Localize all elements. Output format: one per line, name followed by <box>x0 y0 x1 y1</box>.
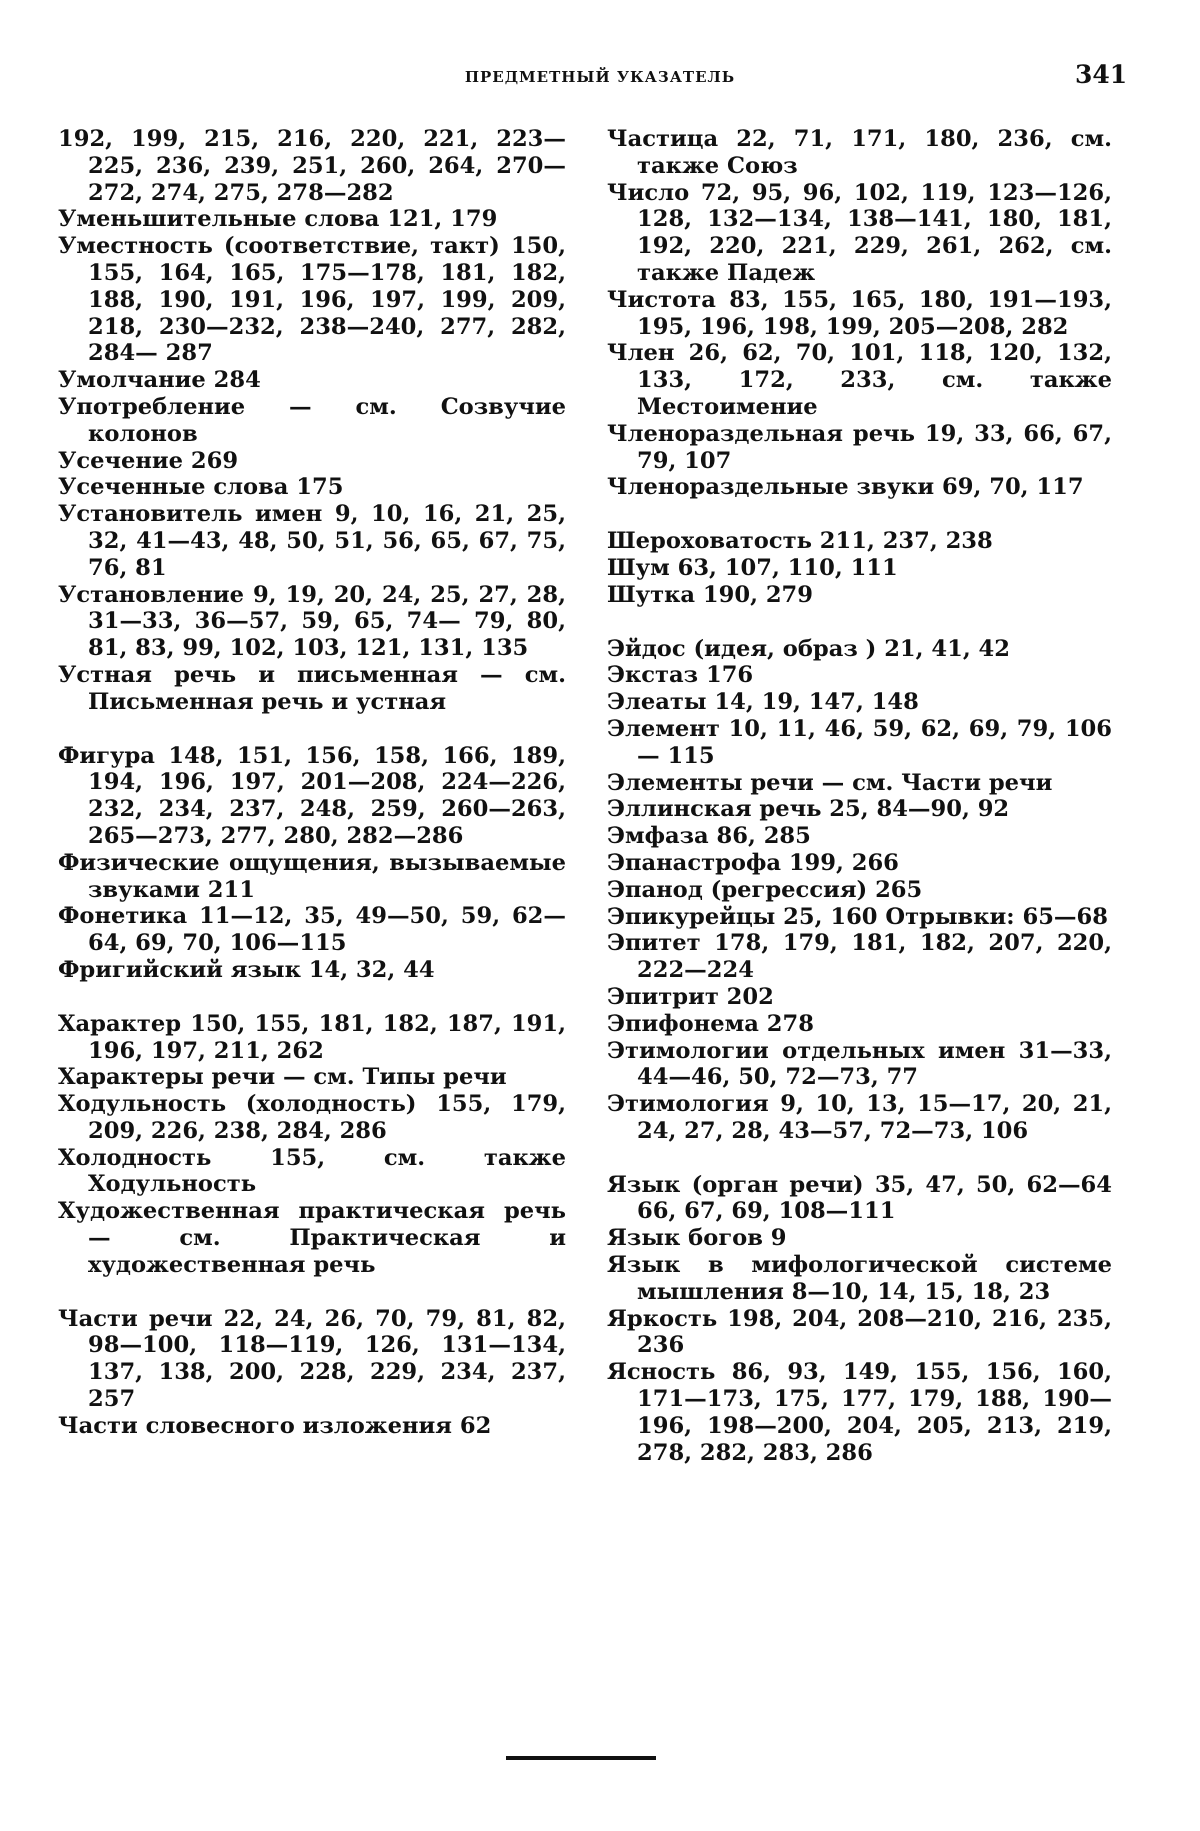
index-entry: Членораздельные звуки 69, 70, 117 <box>607 474 1084 501</box>
index-entry: Усеченные слова 175 <box>58 474 344 501</box>
index-entry: Эйдос (идея, образ ) 21, 41, 42 <box>607 635 1010 662</box>
running-header: ПРЕДМЕТНЫЙ УКАЗАТЕЛЬ <box>464 68 736 86</box>
index-entry: Элеаты 14, 19, 147, 148 <box>607 689 919 716</box>
index-entry: Уместность (соответствие, такт) 150, 155, 164, 165, 175—178, 181, 182, 188, 190, 191, 196, 197, 199, 209, 218, 230—232, 238—240, 277, 282, 284— 287 <box>58 233 566 367</box>
index-entry: Этимология 9, 10, 13, 15—17, 20, 21, 24, 27, 28, 43—57, 72—73, 106 <box>607 1091 1112 1144</box>
index-entry: Эпитет 178, 179, 181, 182, 207, 220, 222—224 <box>607 930 1112 984</box>
index-entry: Части речи 22, 24, 26, 70, 79, 81, 82, 98—100, 118—119, 126, 131—134, 137, 138, 200, 228, 229, 234, 237, 257 <box>58 1305 566 1413</box>
index-entry: Членораздельная речь 19, 33, 66, 67, 79, 107 <box>607 420 1112 474</box>
section-gap <box>58 716 566 743</box>
section-gap <box>58 1279 566 1306</box>
index-entry: Частица 22, 71, 171, 180, 236, см. также Союз <box>607 126 1112 179</box>
index-entry: Шум 63, 107, 110, 111 <box>607 554 898 581</box>
index-entry: Этимологии отдельных имен 31—33, 44—46, 50, 72—73, 77 <box>607 1037 1112 1091</box>
index-entry: Фригийский язык 14, 32, 44 <box>58 956 435 983</box>
index-entry: Употребление — см. Созвучие колонов <box>58 393 566 447</box>
section-gap <box>607 609 1112 636</box>
index-entry: Эмфаза 86, 285 <box>607 823 811 850</box>
index-entry: Язык в мифологической системе мышления 8—10, 14, 15, 18, 23 <box>607 1252 1112 1305</box>
index-column-right <box>607 126 1112 1466</box>
index-entry: Элементы речи — см. Части речи <box>607 769 1053 796</box>
index-entry: Усечение 269 <box>58 447 239 474</box>
section-gap <box>58 984 566 1011</box>
index-entry: Эпанастрофа 199, 266 <box>607 849 899 876</box>
index-entry: Умолчание 284 <box>58 367 261 394</box>
index-entry: Характеры речи — см. Типы речи <box>58 1064 507 1091</box>
index-entry: Эпанод (регрессия) 265 <box>607 876 923 903</box>
index-entry: Экстаз 176 <box>607 662 754 689</box>
index-entry: Чистота 83, 155, 165, 180, 191—193, 195, 196, 198, 199, 205—208, 282 <box>607 286 1112 340</box>
index-entry: Язык богов 9 <box>607 1225 787 1252</box>
index-entry: Эпифонема 278 <box>607 1010 814 1037</box>
index-entry: Установление 9, 19, 20, 24, 25, 27, 28, 31—33, 36—57, 59, 65, 74— 79, 80, 81, 83, 99, 102, 103, 121, 131, 135 <box>58 581 566 662</box>
index-entry: 192, 199, 215, 216, 220, 221, 223— 225, 236, 239, 251, 260, 264, 270— 272, 274, 275, 278—282 <box>58 126 566 206</box>
index-entry: Холодность 155, см. также Ходульность <box>58 1144 566 1198</box>
index-entry: Эллинская речь 25, 84—90, 92 <box>607 796 1010 823</box>
closing-rule <box>506 1756 656 1760</box>
index-entry: Эпитрит 202 <box>607 983 774 1010</box>
section-gap <box>607 501 1112 528</box>
index-entry: Художественная практическая речь— см. Практическая и художественная речь <box>58 1198 566 1278</box>
index-entry: Фигура 148, 151, 156, 158, 166, 189, 194, 196, 197, 201—208, 224—226, 232, 234, 237, 248, 259, 260—263, 265—273, 277, 280, 282—286 <box>58 742 566 849</box>
index-entry: Язык (орган речи) 35, 47, 50, 62—64 66, 67, 69, 108—111 <box>607 1171 1112 1225</box>
index-column-left <box>58 126 566 1440</box>
index-entry: Член 26, 62, 70, 101, 118, 120, 132, 133, 172, 233, см. также Местоимение <box>607 340 1112 420</box>
index-entry: Физические ощущения, вызываемые звуками 211 <box>58 849 566 903</box>
index-entry: Уменьшительные слова 121, 179 <box>58 206 498 233</box>
index-entry: Шутка 190, 279 <box>607 581 813 608</box>
index-entry: Части словесного изложения 62 <box>58 1412 492 1439</box>
index-entry: Элемент 10, 11, 46, 59, 62, 69, 79, 106— 115 <box>607 715 1112 769</box>
index-entry: Характер 150, 155, 181, 182, 187, 191, 196, 197, 211, 262 <box>58 1010 566 1064</box>
page-number: 341 <box>1075 60 1128 89</box>
index-entry: Фонетика 11—12, 35, 49—50, 59, 62—64, 69, 70, 106—115 <box>58 903 566 957</box>
index-entry: Эпикурейцы 25, 160 Отрывки: 65—68 <box>607 903 1108 930</box>
index-entry: Ясность 86, 93, 149, 155, 156, 160, 171—173, 175, 177, 179, 188, 190— 196, 198—200, 204, 205, 213, 219, 278, 282, 283, 286 <box>607 1359 1112 1466</box>
section-gap <box>607 1145 1112 1172</box>
index-entry: Ходульность (холодность) 155, 179, 209, 226, 238, 284, 286 <box>58 1091 566 1144</box>
index-entry: Устная речь и письменная — см. Письменная речь и устная <box>58 661 566 715</box>
index-entry: Яркость 198, 204, 208—210, 216, 235, 236 <box>607 1305 1112 1359</box>
index-entry: Число 72, 95, 96, 102, 119, 123—126, 128, 132—134, 138—141, 180, 181, 192, 220, 221, 229, 261, 262, см. также Падеж <box>607 179 1112 286</box>
index-entry: Шероховатость 211, 237, 238 <box>607 528 993 555</box>
index-entry: Установитель имен 9, 10, 16, 21, 25, 32, 41—43, 48, 50, 51, 56, 65, 67, 75, 76, 81 <box>58 501 566 581</box>
